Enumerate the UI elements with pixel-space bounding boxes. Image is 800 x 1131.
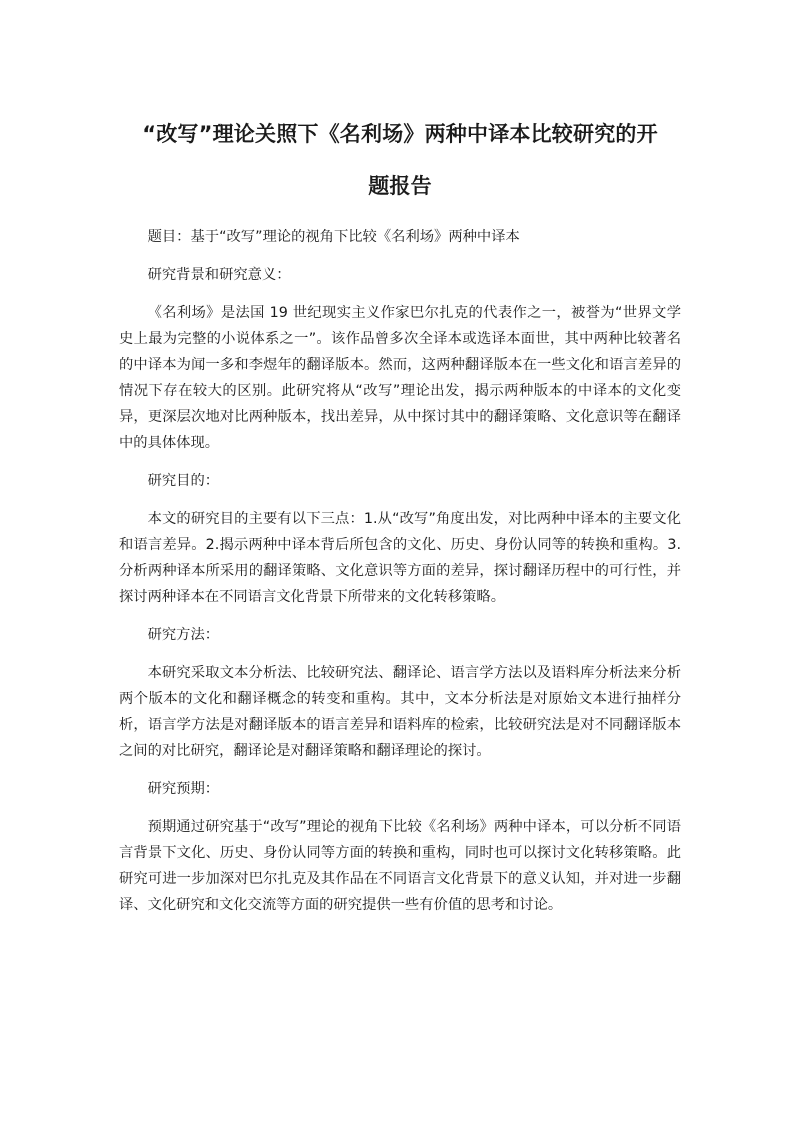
document-content <box>119 108 681 930</box>
section-body-method: 本研究采取文本分析法、比较研究法、翻译论、语言学方法以及语料库分析法来分析两个版本的文化和翻译概念的转变和重构。其中，文本分析法是对原始文本进行抽样分析，语言学方法是对翻译版本的语言差异和语料库的检索，比较研究法是对不同翻译版本之间的对比研究，翻译论是对翻译策略和翻译理论的探讨。 <box>119 665 681 759</box>
document-body <box>119 224 681 918</box>
section-body-purpose: 本文的研究目的主要有以下三点：1.从“改写”角度出发，对比两种中译本的主要文化和语言差异。2.揭示两种中译本背后所包含的文化、历史、身份认同等的转换和重构。3.分析两种译本所采用的翻译策略、文化意识等方面的差异，探讨翻译历程中的可行性，并探讨两种译本在不同语言文化背景下所带来的文化转移策略。 <box>119 511 681 605</box>
section-heading-expectation: 研究预期： <box>147 781 220 797</box>
document-title-line-2: 题报告 <box>368 174 432 198</box>
section-body-background: 《名利场》是法国 19 世纪现实主义作家巴尔扎克的代表作之一，被誉为“世界文学史上最为完整的小说体系之一”。该作品曾多次全译本或选译本面世，其中两种比较著名的中译本为闻一多和李煜年的翻译版本。然而，这两种翻译版本在一些文化和语言差异的情况下存在较大的区别。此研究将从“改写”理论出发，揭示两种版本的中译本的文化变异，更深层次地对比两种版本，找出差异，从中探讨其中的翻译策略、文化意识等在翻译中的具体体现。 <box>119 305 681 451</box>
topic-line: 题目：基于“改写”理论的视角下比较《名利场》两种中译本 <box>147 229 520 245</box>
section-heading-background: 研究背景和研究意义： <box>147 267 291 283</box>
section-body-expectation: 预期通过研究基于“改写”理论的视角下比较《名利场》两种中译本，可以分析不同语言背景下文化、历史、身份认同等方面的转换和重构，同时也可以探讨文化转移策略。此研究可进一步加深对巴尔扎克及其作品在不同语言文化背景下的意义认知，并对进一步翻译、文化研究和文化交流等方面的研究提供一些有价值的思考和讨论。 <box>119 819 681 913</box>
section-heading-purpose: 研究目的： <box>147 473 220 489</box>
document-title <box>119 108 681 212</box>
document-title-line-1: “改写”理论关照下《名利场》两种中译本比较研究的开 <box>142 122 658 146</box>
section-heading-method: 研究方法： <box>147 627 220 643</box>
